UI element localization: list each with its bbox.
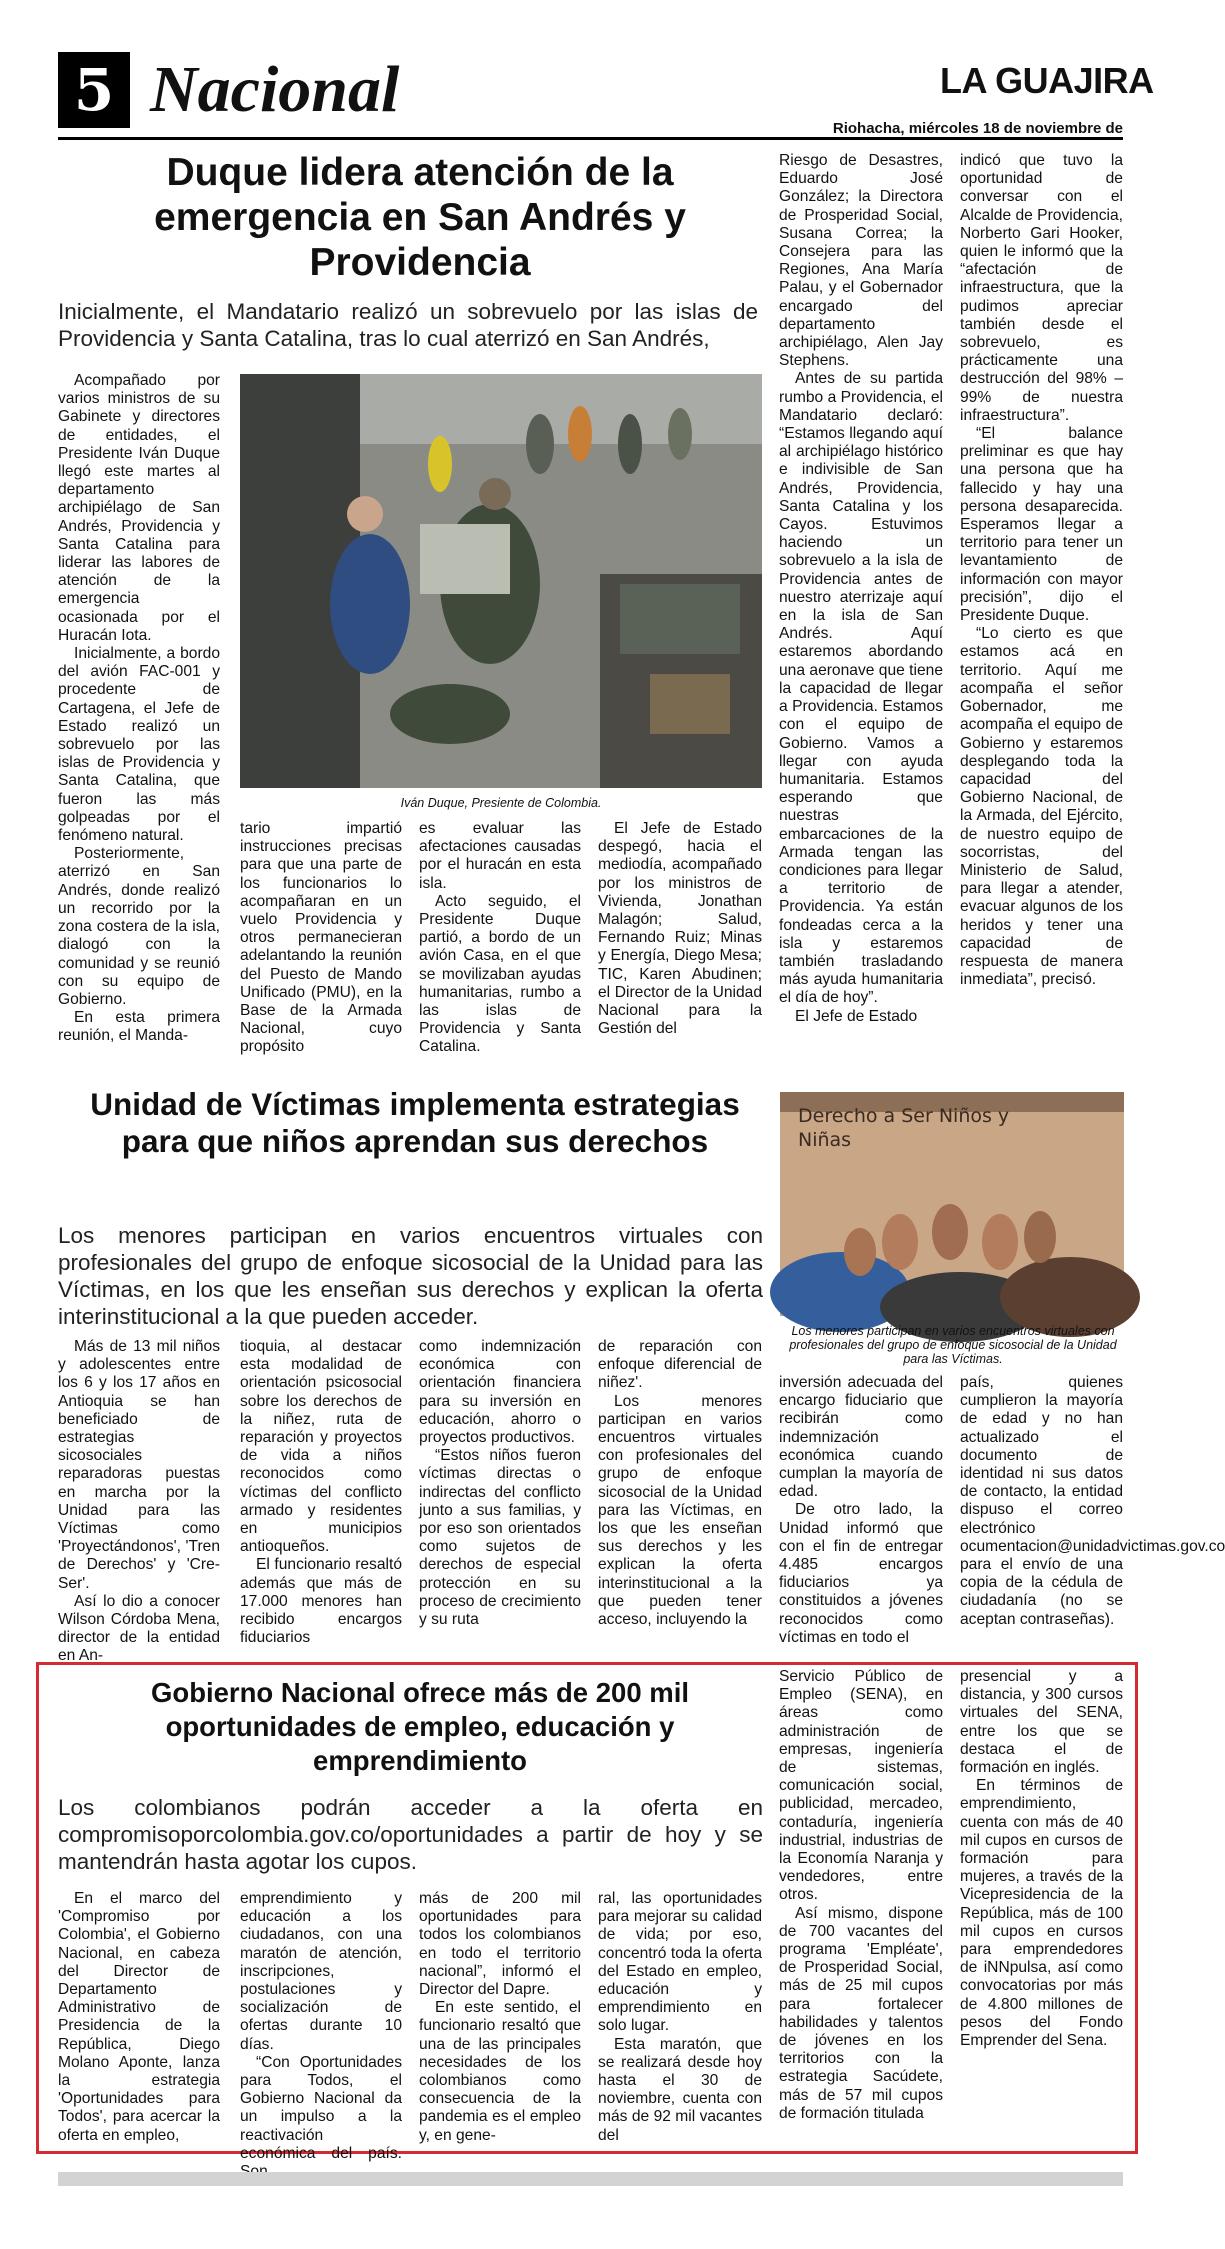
article3-col-3: más de 200 mil oportunidades para todos los colombianos en todo el territorio nacional”, informó el Director del Dapre. En este sentido, el funcionario resaltó que una de las principales necesidades de los colombianos como consecuencia de la pandemia es el empleo y, en gene- [419,1890,581,2144]
article2-lead: Los menores participan en varios encuentros virtuales con profesionales del grupo de enfoque sicosocial de la Unidad para las Víctimas, en los que les enseñan sus derechos y explican la oferta interinstitucional a la que pueden acceder. [58,1223,763,1329]
article2-col-5: inversión adecuada del encargo fiduciario que recibirán como indemnización económica cuando cumplan la mayoría de edad. De otro lado, la Unidad informó que con el fin de entregar 4.485 encargos fiduciarios ya constituidos a jóvenes reconocidos como víctimas en todo el [779,1374,943,1646]
photo-sign-text: Derecho a Ser Niños y Niñas [798,1105,1010,1151]
section-title: Nacional [150,53,400,126]
article2-headline: Unidad de Víctimas implementa estrategias para que niños aprendan sus derechos [90,1086,740,1159]
article1-headline: Duque lidera atención de la emergencia en San Andrés y Providencia [154,151,686,284]
article2-photo-caption: Los menores participan en varios encuentros virtuales con profesionales del grupo de enfoque sicosocial de la Unidad para las Víctimas. [789,1324,1117,1366]
article3-col-5: Servicio Público de Empleo (SENA), en áreas como administración de empresas, ingeniería de sistemas, comunicación social, publicidad, mercadeo, contaduría, ingeniería industrial, industrias de la Economía Naranja y vendedores, entre otros. Así mismo, dispone de 700 vacantes del programa 'Empléate', de Prosperidad Social, más de 25 mil cupos para fortalecer habilidades y talentos de jóvenes en los territorios con la estrategia Sacúdete, más de 57 mil cupos de formación titulada [779,1668,943,2122]
article2-col-3: como indemnización económica con orientación financiera para su inversión en educación, ahorro o proyectos productivos. “Estos niños fueron víctimas directas o indirectas del conflicto junto a sus familias, y por eso son orientados como sujetos de derechos de especial protección en su proceso de crecimiento y su ruta [419,1338,581,1629]
article3-lead: Los colombianos podrán acceder a la oferta en compromisoporcolombia.gov.co/oportunidades a partir de hoy y se mantendrán hasta agotar los cupos. [58,1795,763,1874]
article1-col-6: indicó que tuvo la oportunidad de conversar con el Alcalde de Providencia, Norberto Gari Hooker, quien le informó que la “afectación de infraestructura, que la pudimos apreciar también desde el sobrevuelo, es prácticamente una destrucción del 98% – 99% de nuestra infraestructura”. “El balance preliminar es que hay una persona que ha fallecido y hay una persona desaparecida. Esperamos llegar a territorio para tener un levantamiento de información con mayor precisión”, dijo el Presidente Duque. “Lo cierto es que estamos acá en territorio. Aquí me acompaña el señor Gobernador, me acompaña el equipo de Gobierno y estaremos desplegando toda la capacidad del Gobierno Nacional, de la Armada, del Ejército, de nuestro equipo de socorristas, del Ministerio de Salud, para llegar a atender, evacuar algunos de los heridos y tener una capacidad de respuesta de manera inmediata”, precisó. [960,152,1123,989]
article2-photo [780,1092,1124,1316]
dateline: Riohacha, miércoles 18 de noviembre de [832,120,1123,137]
header-rule [58,137,1123,140]
page-number: 5 [58,52,130,128]
article2-col-1: Más de 13 mil niños y adolescentes entre los 6 y los 17 años en Antioquia se han beneficiado de estrategias sicosociales reparadoras puestas en marcha por la Unidad para las Víctimas como 'Proyectándonos', 'Tren de Derechos' y 'Cre-Ser'. Así lo dio a conocer Wilson Córdoba Mena, director de la entidad en An- [58,1338,220,1665]
article1-col-5: Riesgo de Desastres, Eduardo José González; la Directora de Prosperidad Social, Susana Correa; la Consejera para las Regiones, Ana María Palau, y el Gobernador encargado del departamento archipiélago, Alen Jay Stephens. Antes de su partida rumbo a Providencia, el Mandatario declaró: “Estamos llegando aquí al archipiélago histórico e indivisible de San Andrés, Providencia, Santa Catalina y los Cayos. Estuvimos haciendo un sobrevuelo a la isla de Providencia antes de nuestro aterrizaje aquí en la isla de San Andrés. Aquí estaremos abordando una aeronave que tiene la capacidad de llegar a Providencia. Estamos con el equipo de Gobierno. Vamos a llegar con ayuda humanitaria. Estamos esperando que nuestras embarcaciones de la Armada tengan las condiciones para llegar a territorio de Providencia. Ya están fondeadas cerca a la isla y estaremos también trasladando más ayuda humanitaria el día de hoy”. El Jefe de Estado [779,152,943,1025]
article1-col-1: Acompañado por varios ministros de su Gabinete y directores de entidades, el Presidente Iván Duque llegó este martes al departamento archipiélago de San Andrés, Providencia y Santa Catalina para liderar las labores de atención de la emergencia ocasionada por el Huracán Iota. Inicialmente, a bordo del avión FAC-001 y procedente de Cartagena, el Jefe de Estado realizó un sobrevuelo por las islas de Providencia y Santa Catalina, que fueron las más golpeadas por el fenómeno natural. Posteriormente, aterrizó en San Andrés, donde realizó un recorrido por la zona costera de la isla, dialogó con la comunidad y se reunió con su equipo de Gobierno. En esta primera reunión, el Manda- [58,372,220,1045]
article3-headline: Gobierno Nacional ofrece más de 200 mil oportunidades de empleo, educación y emprendimiento [151,1677,689,1776]
article3-col-2: emprendimiento y educación a los ciudadanos, con una maratón de atención, inscripciones, postulaciones y socialización de ofertas durante 10 días. “Con Oportunidades para Todos, el Gobierno Nacional da un impulso a la reactivación económica del país. [240,1890,402,2162]
article1-lead: Inicialmente, el Mandatario realizó un sobrevuelo por las islas de Providencia y Santa Catalina, tras lo cual aterrizó en San Andrés, [58,299,758,351]
article2-col-2: tioquia, al destacar esta modalidad de orientación psicosocial sobre los derechos de la niñez, ruta de reparación y proyectos de vida a niños reconocidos como víctimas del conflicto armado y residentes en municipios antioqueños. El funcionario resaltó además que más de 17.000 menores han recibido encargos fiduciarios [240,1338,402,1647]
article1-col-4: El Jefe de Estado despegó, hacia el mediodía, acompañado por los ministros de Vivienda, Jonathan Malagón; Salud, Fernando Ruiz; Minas y Energía, Diego Mesa; TIC, Karen Abudinen; el Director de la Unidad Nacional para la Gestión del [598,820,762,1038]
article1-col-3: es evaluar las afectaciones causadas por el huracán en esta isla. Acto seguido, el Presidente Duque partió, a bordo de un avión Casa, en el que se movilizaban ayudas humanitarias, rumbo a las islas de Providencia y Santa Catalina. [419,820,581,1056]
article2-col-6: país, quienes cumplieron la mayoría de edad y no han actualizado el documento de identidad ni sus datos de contacto, la entidad dispuso el correo electrónico ocumentacion@unidadvictimas.gov.co para el envío de una copia de la cédula de ciudadanía (no se aceptan contraseñas). [960,1374,1225,1628]
article3-col-4: ral, las oportunidades para mejorar su calidad de vida; por eso, concentró toda la oferta del Estado en empleo, educación y emprendimiento en solo lugar. Esta maratón, que se realizará desde hoy hasta el 30 de noviembre, cuenta con más de 92 mil vacantes del [598,1890,762,2144]
article2-col-4: de reparación con enfoque diferencial de niñez'. Los menores participan en varios encuentros virtuales con profesionales del grupo de enfoque sicosocial de la Unidad para las Víctimas, en los que les enseñan sus derechos y les explican la oferta interinstitucional a la que pueden tener acceso, incluyendo la [598,1338,762,1629]
article3-col-1: En el marco del 'Compromiso por Colombia', el Gobierno Nacional, en cabeza del Director de Departamento Administrativo de Presidencia de la República, Diego Molano Aponte, lanza la estrategia 'Oportunidades para Todos', para acercar la oferta en empleo, [58,1890,220,2144]
relief-scene-image [240,374,762,788]
article3-col-6: presencial y a distancia, y 300 cursos virtuales del SENA, entre los que se destaca el de formación en inglés. En términos de emprendimiento, cuenta con más de 40 mil cupos en cursos de formación para mujeres, a través de la Vicepresidencia de la República, más de 100 mil cupos en cursos para emprendedores de iNNpulsa, así como convocatorias por más de 4.800 millones de pesos del Fondo Emprender del Sena. [960,1668,1123,2050]
footer-bar [58,2172,1123,2186]
article1-photo-caption: Iván Duque, Presiente de Colombia. [400,796,602,810]
article1-col-2: tario impartió instrucciones precisas para que una parte de los funcionarios lo acompañaran en un vuelo Providencia y otros permanecieran adelantando la reunión del Puesto de Mando Unificado (PMU), en la Base de la Armada Nacional, cuyo propósito [240,820,402,1056]
newspaper-logo: LA GUAJIRA [940,60,1154,101]
article1-photo [240,374,762,788]
